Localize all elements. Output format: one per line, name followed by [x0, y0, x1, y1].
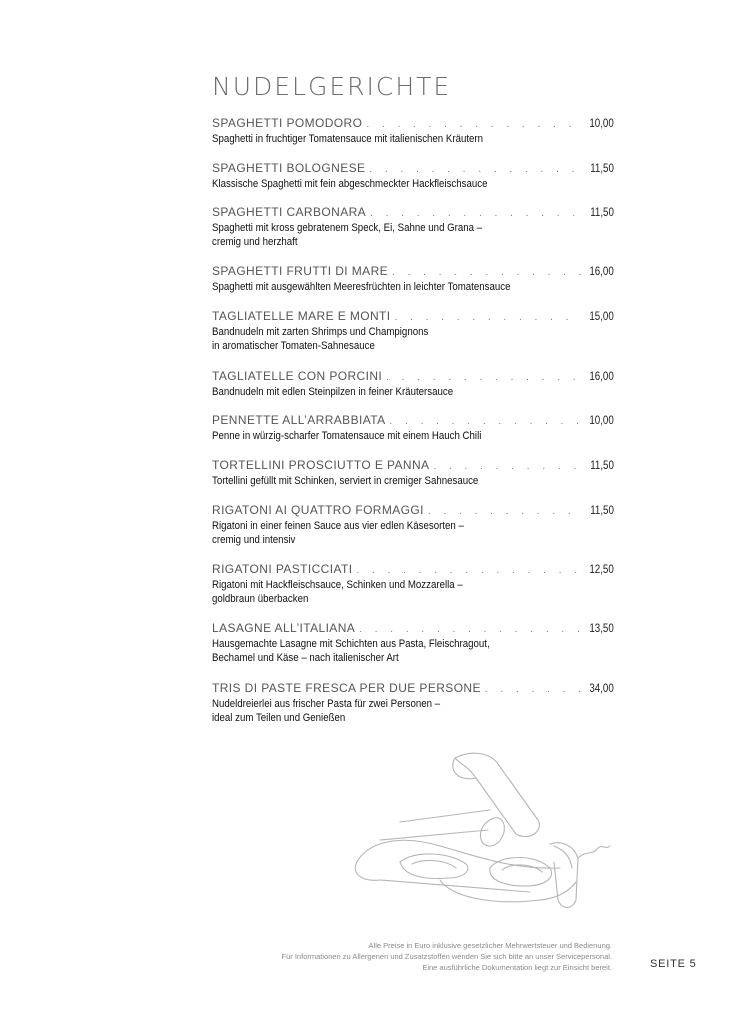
footer-notes	[282, 940, 612, 973]
footer-line: Eine ausführliche Dokumentation liegt zur Einsicht bereit.	[422, 963, 612, 972]
dish-name: SPAGHETTI BOLOGNESE	[212, 161, 366, 175]
footer-line: Für Informationen zu Allergenen und Zusatzstoffen wenden Sie sich bitte an unser Servicepersonal.	[281, 952, 612, 961]
menu-item	[212, 205, 614, 249]
dish-name: TRIS DI PASTE FRESCA PER DUE PERSONE	[212, 681, 481, 695]
dish-description: Bandnudeln mit zarten Shrimps und Champignons in aromatischer Tomaten-Sahnesauce	[212, 326, 429, 352]
menu-item	[212, 413, 614, 443]
dot-leader	[392, 265, 581, 280]
dot-leader	[485, 682, 581, 697]
dot-leader	[389, 414, 581, 429]
dish-price: 10,00	[589, 415, 614, 427]
dish-name: SPAGHETTI POMODORO	[212, 116, 363, 130]
dish-price: 16,00	[589, 371, 614, 383]
dish-name: TAGLIATELLE MARE E MONTI	[212, 309, 391, 323]
menu-item	[212, 503, 614, 547]
menu-item	[212, 621, 614, 665]
dot-leader	[366, 117, 581, 132]
dish-description: Penne in würzig-scharfer Tomatensauce mit einem Hauch Chili	[212, 430, 482, 442]
dish-name: TORTELLINI PROSCIUTTO E PANNA	[212, 458, 430, 472]
menu-item	[212, 116, 614, 146]
dot-leader	[356, 563, 581, 578]
dish-description: Hausgemachte Lasagne mit Schichten aus Pasta, Fleischragout, Bechamel und Käse – nach italienischer Art	[212, 638, 490, 664]
dish-price: 11,50	[590, 163, 614, 175]
dish-description: Rigatoni in einer feinen Sauce aus vier edlen Käsesorten – cremig und intensiv	[212, 520, 464, 546]
dish-price: 34,00	[589, 683, 614, 695]
dot-leader	[386, 370, 581, 385]
dot-leader	[370, 206, 582, 221]
dish-name: SPAGHETTI FRUTTI DI MARE	[212, 264, 389, 278]
dish-price: 15,00	[589, 311, 614, 323]
dish-name: TAGLIATELLE CON PORCINI	[212, 369, 383, 383]
dish-price: 16,00	[589, 266, 614, 278]
dot-leader	[428, 504, 582, 519]
page-number: SEITE 5	[650, 958, 697, 970]
menu-item	[212, 264, 614, 294]
dish-name: RIGATONI AI QUATTRO FORMAGGI	[212, 503, 424, 517]
dish-price: 11,50	[590, 207, 614, 219]
dish-description: Bandnudeln mit edlen Steinpilzen in feiner Kräutersauce	[212, 386, 454, 398]
dot-leader	[395, 310, 582, 325]
dish-description: Nudeldreierlei aus frischer Pasta für zwei Personen – ideal zum Teilen und Genießen	[212, 698, 441, 724]
dish-description: Spaghetti in fruchtiger Tomatensauce mit italienischen Kräutern	[212, 133, 484, 145]
dish-name: PENNETTE ALL’ARRABBIATA	[212, 413, 386, 427]
dish-description: Klassische Spaghetti mit fein abgeschmeckter Hackfleischsauce	[212, 178, 488, 190]
menu-item	[212, 681, 614, 725]
menu-item	[212, 369, 614, 399]
pasta-line-art-icon	[340, 750, 620, 920]
dot-leader	[369, 162, 582, 177]
dish-description: Spaghetti mit ausgewählten Meeresfrüchten in leichter Tomatensauce	[212, 281, 511, 293]
dot-leader	[433, 459, 582, 474]
footer-line: Alle Preise in Euro inklusive gesetzlicher Mehrwertsteuer und Bedienung.	[368, 941, 612, 950]
dish-price: 12,50	[589, 564, 614, 576]
dish-description: Tortellini gefüllt mit Schinken, serviert in cremiger Sahnesauce	[212, 475, 479, 487]
dish-name: RIGATONI PASTICCIATI	[212, 562, 353, 576]
dish-price: 11,50	[590, 460, 614, 472]
dish-price: 13,50	[589, 623, 614, 635]
dot-leader	[359, 622, 581, 637]
page-title: NUDELGERICHTE	[212, 72, 452, 101]
menu-item	[212, 562, 614, 606]
dish-description: Rigatoni mit Hackfleischsauce, Schinken und Mozzarella – goldbraun überbacken	[212, 579, 463, 605]
menu-item	[212, 309, 614, 353]
dish-description: Spaghetti mit kross gebratenem Speck, Ei, Sahne und Grana – cremig und herzhaft	[212, 222, 483, 248]
dish-price: 11,50	[590, 505, 614, 517]
dish-name: SPAGHETTI CARBONARA	[212, 205, 367, 219]
dish-name: LASAGNE ALL’ITALIANA	[212, 621, 356, 635]
menu-item	[212, 161, 614, 191]
menu-item	[212, 458, 614, 488]
dish-price: 10,00	[589, 118, 614, 130]
